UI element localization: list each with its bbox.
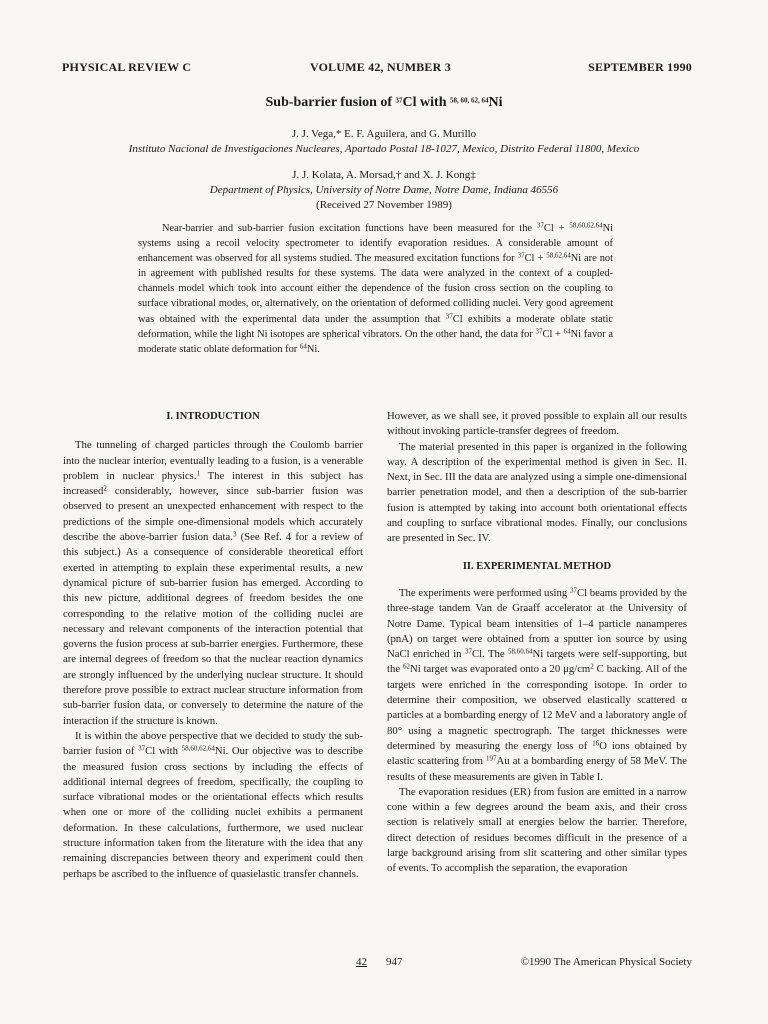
- paragraph: However, as we shall see, it proved possible to explain all our results without invoking particle-transfer degrees of freedom.: [387, 410, 687, 438]
- volume-number: VOLUME 42, NUMBER 3: [310, 60, 451, 74]
- page-number: 947: [386, 956, 403, 968]
- paragraph: The experiments were performed using $^{37}$Cl beams provided by the three-stage tandem Van de Graaff accelerator at the University of Notre Dame. Typical beam intensities of 1–4 particle nanamperes (pnA) on target were obtained from a sputter ion source by using NaCl enriched in $^{37}$Cl. The $^{58,60,64}$Ni targets were self-supporting, but the $^{62}$Ni target was evaporated onto a 20 $\mu g/cm^2$ C backing. All of the targets were enriched in the corresponding isotope. In order to determine their composition, we observed elastically scattered α particles at a bombarding energy of 12 MeV and a laboratory angle of 80° using a magnetic spectrograph. The target thicknesses were determined by measuring the energy loss of $^{16}$O ions obtained by elastic scattering from $^{197}$Au at a bombarding energy of 58 MeV. The results of these measurements are given in Table I.: [387, 586, 687, 783]
- authors-group-1: J. J. Vega,* E. F. Aguilera, and G. Murillo: [291, 128, 477, 140]
- affiliation-2: Department of Physics, University of Notre Dame, Notre Dame, Indiana 46556: [209, 184, 559, 196]
- abstract: Near-barrier and sub-barrier fusion excitation functions have been measured for the $^{37}$Cl + $^{58,60,62,64}$Ni systems using a recoil velocity spectrometer to identify evaporation residues. A considerable amount of enhancement was observed for all systems studied. The measured excitation functions for $^{37}$Cl + $^{58,62,64}$Ni are not in agreement with published results for these systems. The data were analyzed in the context of a coupled-channels model which took into account either the dependence of the fusion cross section on the coupling to surface vibrational modes, or, alternatively, on the orientation of deformed colliding nuclei. Very good agreement was obtained with the experimental data under the assumption that $^{37}$Cl exhibits a moderate oblate static deformation, while the light Ni isotopes are spherical vibrators. On the other hand, the data for $^{37}$Cl + $^{64}$Ni favor a moderate static oblate deformation for $^{64}$Ni.: [138, 221, 614, 355]
- affiliation-1: Instituto Nacional de Investigaciones Nucleares, Apartado Postal 18-1027, Mexico, Distrito Federal 11800, Mexico: [128, 143, 640, 155]
- paragraph: The material presented in this paper is organized in the following way. A description of the experimental method is given in Sec. II. Next, in Sec. III the data are analyzed using a simple one-dimensional barrier penetration model, and then a description of the sub-barrier fusion is attempted by taking into account both orientational effects and coupling to surface vibrational modes. Finally, our conclusions are presented in Sec. IV.: [387, 440, 687, 545]
- left-column: [63, 409, 363, 882]
- footer-volume: 42: [356, 956, 367, 968]
- authors-group-2: J. J. Kolata, A. Morsad,† and X. J. Kong‡: [292, 169, 476, 181]
- paragraph: The evaporation residues (ER) from fusion are emitted in a narrow cone within a few degrees around the beam axis, and their cross section is relatively small at energies below the barrier. Therefore, direct detection of residues becomes difficult in the presence of a large background arising from slit scattering and other similar types of events. To accomplish the separation, the evaporation: [387, 785, 687, 875]
- section-heading-introduction: I. INTRODUCTION: [166, 411, 260, 422]
- paragraph: The tunneling of charged particles through the Coulomb barrier into the nuclear interior, eventually leading to a fusion, is a venerable problem in nuclear physics.$^1$ The interest in this subject has increased$^2$ considerably, however, since sub-barrier fusion was observed to present an unexpected enhancement with respect to the predictions of the simple one-dimensional models which accurately describe the above-barrier fusion data.$^3$ (See Ref. 4 for a review of this subject.) As a consequence of considerable theoretical effort exerted in attempting to explain these experimental results, a new dynamical picture of sub-barrier fusion has emerged. According to this new picture, additional degrees of freedom besides the one corresponding to the relative motion of the colliding nuclei are necessary and relevant components of the interaction potential that governs the fusion process at sub-barrier energies. Furthermore, these are internal degrees of freedom so that the nuclear reaction dynamics are strongly influenced by the underlying nuclear structure. It should therefore prove possible to extract nuclear structure information from sub-barrier fusion data, or conversely to determine the nature of the interaction if the structure is known.: [63, 439, 363, 727]
- section-heading-experimental-method: II. EXPERIMENTAL METHOD: [462, 560, 612, 572]
- right-column: [387, 409, 687, 877]
- paper-title: Sub-barrier fusion of $^{37}$Cl with $^{58, 60, 62, 64}$Ni: [265, 95, 503, 110]
- received-date: (Received 27 November 1989): [316, 199, 452, 211]
- paragraph: It is within the above perspective that we decided to study the sub-barrier fusion of $^{37}$Cl with $^{58,60,62,64}$Ni. Our objective was to describe the measured fusion cross sections by including the effects of additional internal degrees of freedom, specifically, the coupling to surface vibrational modes or the orientational effects which results when one or more of the colliding nuclei exhibits a permanent deformation. In these calculations, furthermore, we used nuclear structure information taken from the literature with the idea that any remaining discrepancies between theory and experiment could then perhaps be ascribed to the influence of quasielastic transfer channels.: [63, 729, 363, 880]
- journal-name: PHYSICAL REVIEW C: [62, 60, 192, 74]
- copyright-notice: ©1990 The American Physical Society: [520, 956, 692, 968]
- issue-date: SEPTEMBER 1990: [588, 60, 692, 74]
